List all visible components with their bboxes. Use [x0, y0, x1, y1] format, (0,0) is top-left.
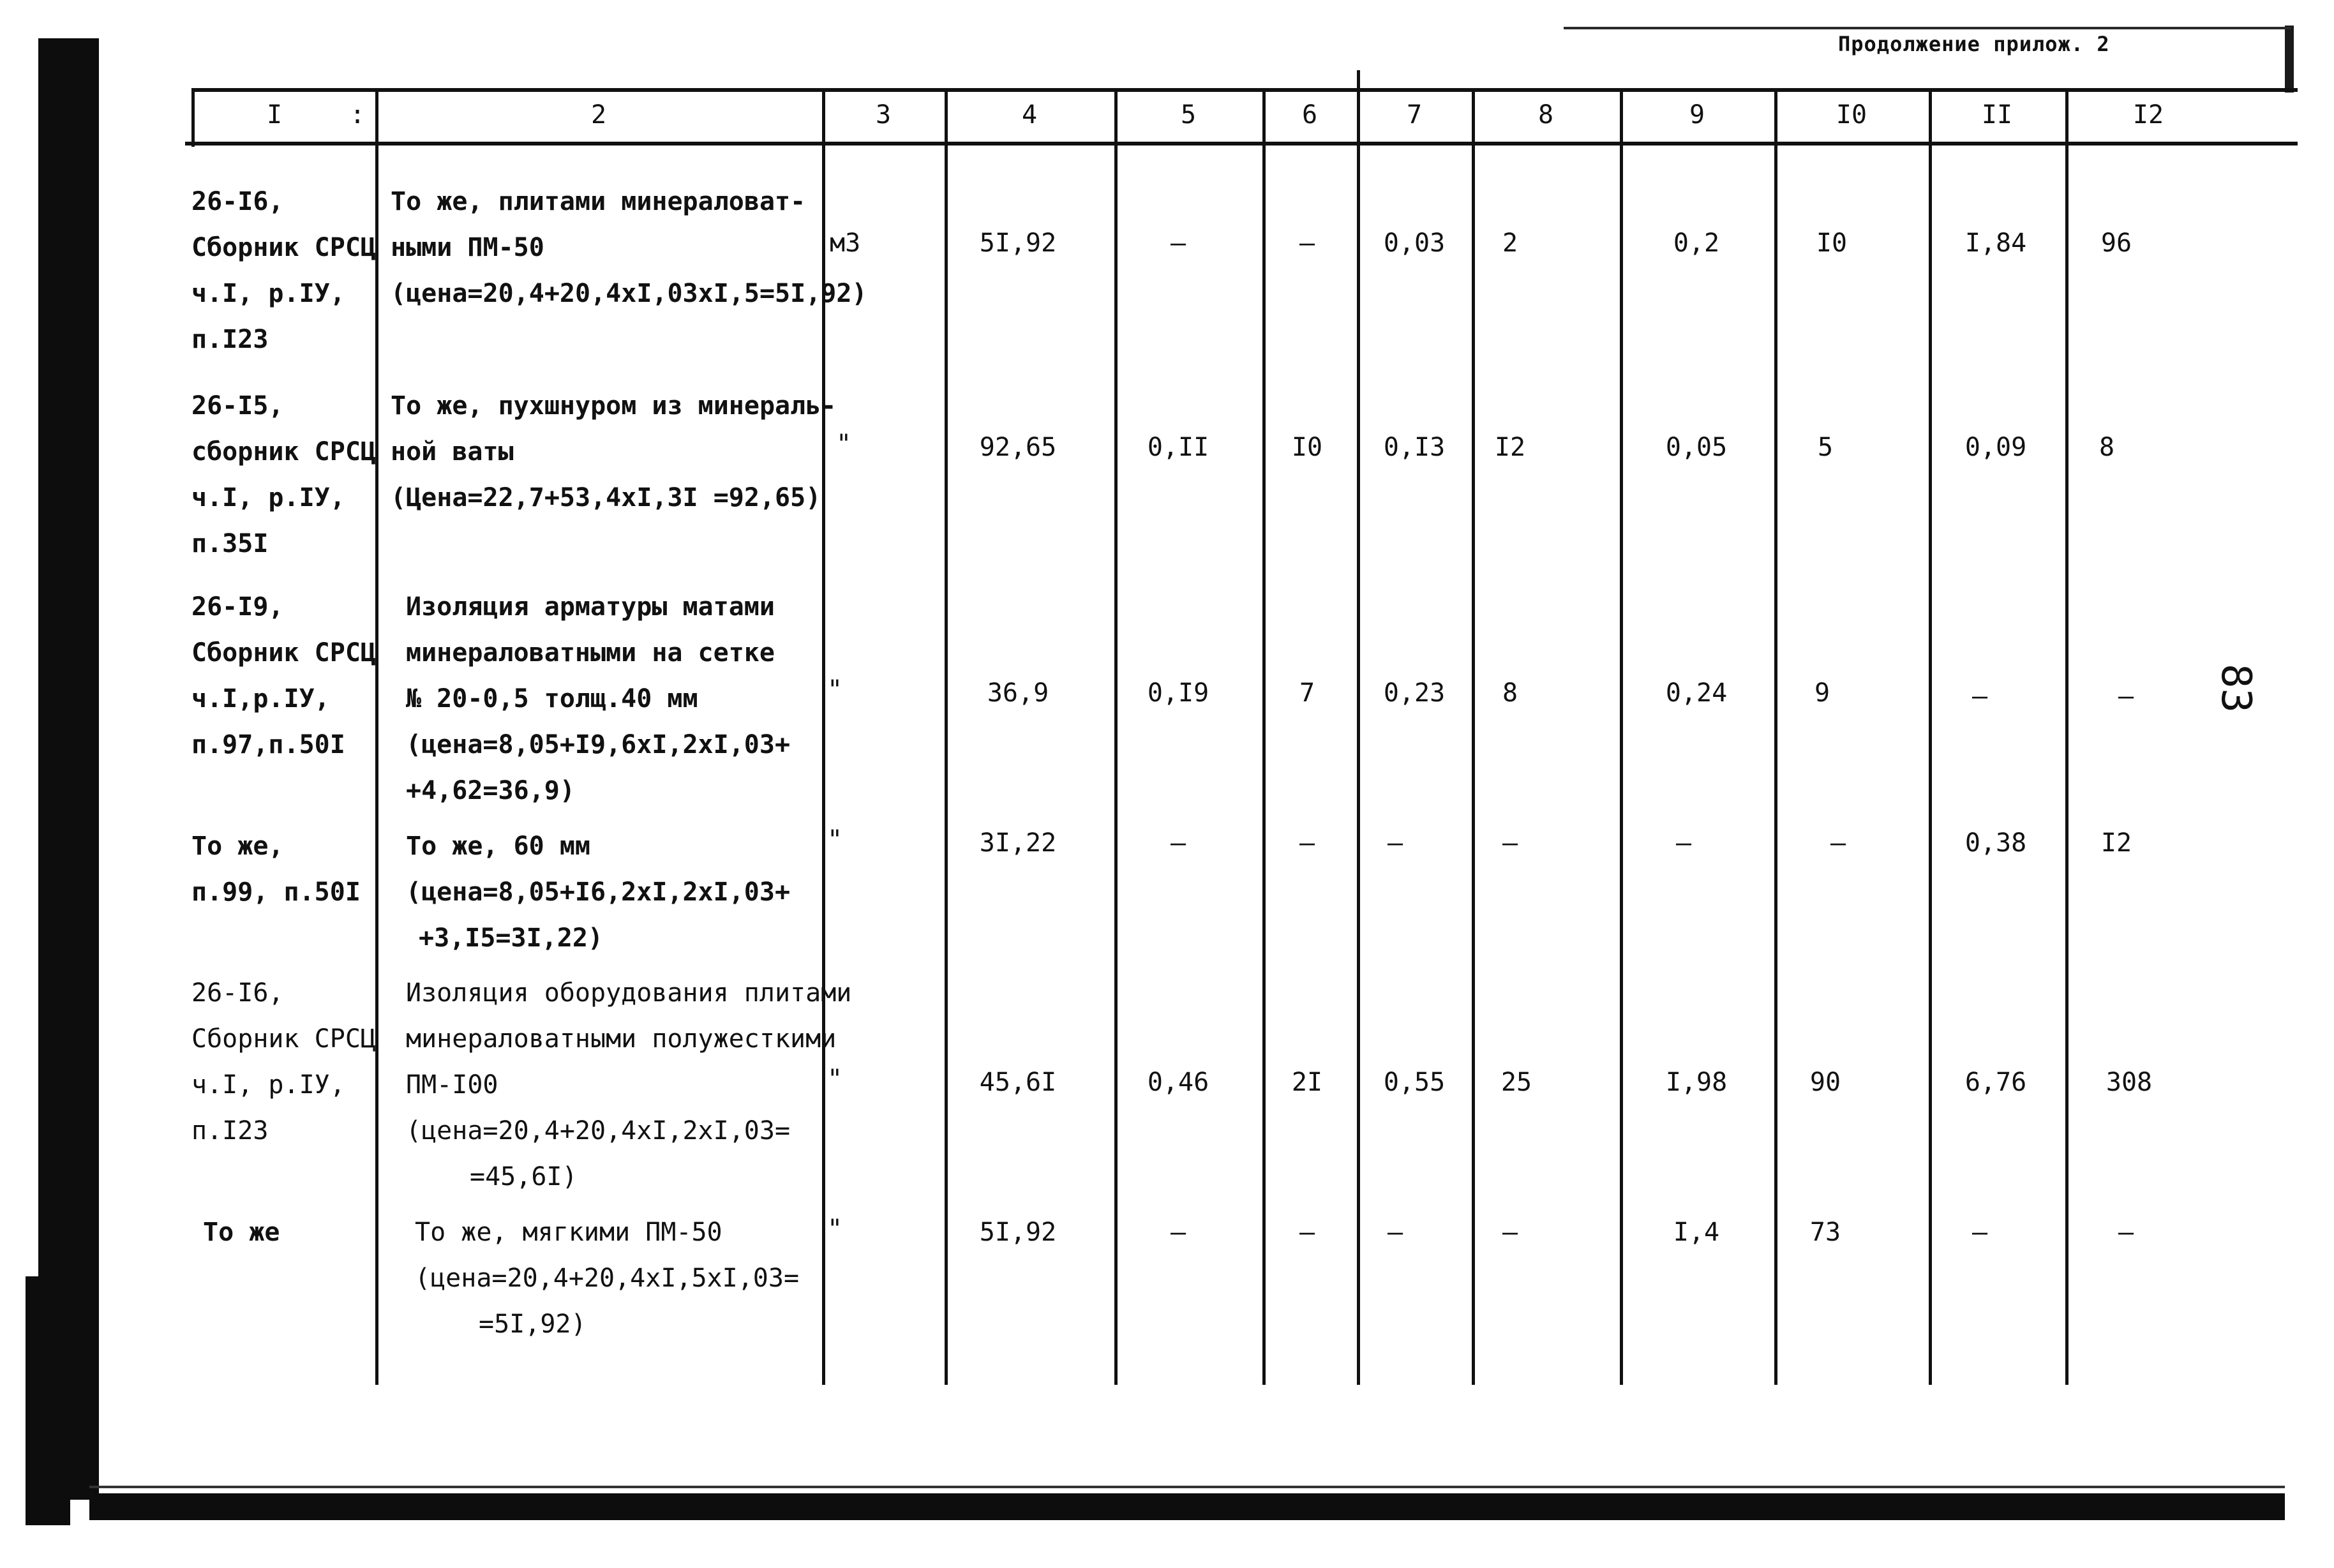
row-value: – [1502, 1218, 1518, 1247]
row-description: То же, мягкими ПМ-50 (цена=20,4+20,4xI,5xI,03= =5I,92) [415, 1218, 800, 1339]
column-header: I2 [2132, 100, 2164, 130]
row-description: Изоляция оборудования плитами минераловатными полужесткими ПМ-I00 (цена=20,4+20,4xI,2xI,03= =45,6I) [406, 978, 852, 1191]
row-value: – [1299, 828, 1315, 858]
row-value: – [1830, 828, 1846, 858]
row-value: – [1170, 228, 1186, 258]
continuation-label: Продолжение прилож. 2 [1838, 32, 2110, 56]
row-value: 96 [2100, 228, 2132, 258]
row-unit: " [827, 675, 843, 705]
row-value: I,98 [1665, 1068, 1728, 1097]
column-header: 3 [875, 100, 892, 130]
header-bottom-rule [185, 142, 2298, 146]
row-unit: " [836, 429, 852, 459]
row-value: – [1170, 828, 1186, 858]
column-header: 9 [1689, 100, 1705, 130]
row-value: 0,03 [1383, 228, 1446, 258]
row-value: I2 [1494, 433, 1526, 462]
row-reference: 26-I6, Сборник СРСЦ ч.I, р.IУ, п.I23 [191, 978, 376, 1146]
row-price: 92,65 [979, 433, 1057, 462]
row-value: 90 [1809, 1068, 1841, 1097]
row-description: То же, плитами минераловат- ными ПМ-50 (цена=20,4+20,4xI,03xI,5=5I,92) [391, 187, 867, 308]
column-header: 8 [1537, 100, 1554, 130]
row-value: 8 [2098, 433, 2115, 462]
row-value: – [1299, 1218, 1315, 1247]
column-divider [1262, 89, 1266, 1385]
row-value: 2 [1502, 228, 1518, 258]
column-divider [1929, 89, 1932, 1385]
scan-edge-left-lower [26, 1276, 70, 1525]
column-divider [945, 89, 948, 1385]
row-value: 2I [1291, 1068, 1323, 1097]
column-divider [2065, 89, 2068, 1385]
column-header: I [266, 100, 283, 130]
row-description: То же, 60 мм (цена=8,05+I6,2xI,2xI,03+ +3,I5=3I,22) [406, 832, 791, 953]
row-value: – [1387, 828, 1403, 858]
column-divider [1620, 89, 1623, 1385]
page-number: 83 [2212, 664, 2259, 713]
row-price: 5I,92 [979, 1218, 1057, 1247]
row-value: – [1971, 1218, 1988, 1247]
row-description: Изоляция арматуры матами минераловатными на сетке № 20-0,5 толщ.40 мм (цена=8,05+I9,6xI,2xI,03+ +4,62=36,9) [406, 592, 791, 805]
row-value: 0,I3 [1383, 433, 1446, 462]
row-value: I0 [1291, 433, 1323, 462]
column-header: I0 [1836, 100, 1867, 130]
row-reference: То же, п.99, п.50I [191, 832, 361, 907]
row-unit: " [827, 825, 843, 855]
row-price: 36,9 [987, 678, 1049, 708]
row-unit: " [827, 1064, 843, 1094]
row-value: 7 [1299, 678, 1315, 708]
row-reference: 26-I6, Сборник СРСЦ ч.I, р.IУ, п.I23 [191, 187, 376, 354]
row-value: 0,55 [1383, 1068, 1446, 1097]
scan-edge-right [2285, 26, 2294, 93]
table-top-rule [191, 88, 2298, 92]
row-value: 0,II [1147, 433, 1209, 462]
row-unit: " [827, 1214, 843, 1244]
row-value: 73 [1809, 1218, 1841, 1247]
column-divider [1774, 89, 1777, 1385]
row-value: I0 [1816, 228, 1848, 258]
row-value: 0,05 [1665, 433, 1728, 462]
row-value: 8 [1502, 678, 1518, 708]
scan-edge-top [1564, 27, 2291, 29]
column-divider [1472, 89, 1475, 1385]
row-value: – [2118, 682, 2134, 711]
column-divider [1114, 89, 1118, 1385]
row-value: 9 [1814, 678, 1830, 708]
row-price: 5I,92 [979, 228, 1057, 258]
row-value: I2 [2100, 828, 2132, 858]
column-header: 2 [590, 100, 607, 130]
row-price: 45,6I [979, 1068, 1057, 1097]
row-value: – [1387, 1218, 1403, 1247]
row-value: 0,46 [1147, 1068, 1209, 1097]
row-unit: м3 [830, 228, 861, 258]
row-value: – [2118, 1218, 2134, 1247]
column-header: 4 [1021, 100, 1038, 130]
row-value: 0,23 [1383, 678, 1446, 708]
row-value: – [1170, 1218, 1186, 1247]
row-value: I,84 [1964, 228, 2027, 258]
row-value: 0,I9 [1147, 678, 1209, 708]
row-value: – [1299, 228, 1315, 258]
column-header: 5 [1180, 100, 1197, 130]
row-value: 0,2 [1673, 228, 1720, 258]
column-header: 7 [1406, 100, 1423, 130]
header-colon: : [350, 100, 366, 130]
row-value: – [1502, 828, 1518, 858]
row-description: То же, пухшнуром из минераль- ной ваты (Цена=22,7+53,4xI,3I =92,65) [391, 391, 837, 512]
column-header: 6 [1301, 100, 1318, 130]
row-reference: 26-I9, Сборник СРСЦ ч.I,р.IУ, п.97,п.50I [191, 592, 376, 759]
column-divider [1357, 70, 1360, 1385]
row-reference: 26-I5, сборник СРСЦ ч.I, р.IУ, п.35I [191, 391, 376, 558]
row-value: I,4 [1673, 1218, 1720, 1247]
scan-edge-bottom-line [89, 1486, 2285, 1488]
row-value: 6,76 [1964, 1068, 2027, 1097]
row-price: 3I,22 [979, 828, 1057, 858]
row-value: 308 [2106, 1068, 2153, 1097]
scan-edge-bottom [89, 1493, 2285, 1520]
column-header: II [1981, 100, 2013, 130]
row-value: 5 [1817, 433, 1834, 462]
row-value: – [1675, 828, 1692, 858]
row-value: 0,38 [1964, 828, 2027, 858]
row-value: 25 [1500, 1068, 1532, 1097]
row-value: – [1971, 682, 1988, 711]
row-value: 0,24 [1665, 678, 1728, 708]
row-value: 0,09 [1964, 433, 2027, 462]
row-reference: То же [203, 1218, 280, 1247]
